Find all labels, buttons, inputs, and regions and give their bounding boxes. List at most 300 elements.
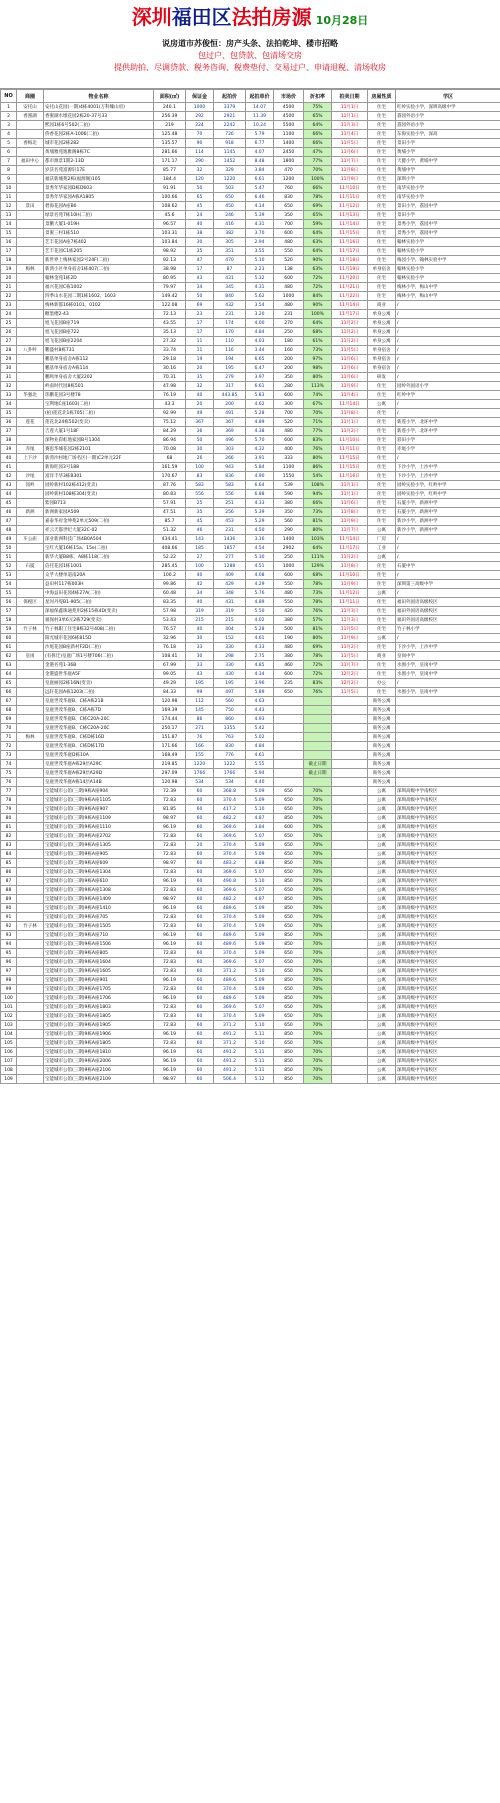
table-cell: 旭飞花园B座722 — [44, 328, 154, 337]
table-row — [1, 184, 500, 193]
table-cell: 860 — [214, 715, 246, 724]
table-row — [1, 670, 500, 679]
table-row — [1, 166, 500, 175]
table-cell: 30 — [186, 652, 214, 661]
table-cell: / — [396, 337, 500, 346]
table-cell: 4.38 — [246, 427, 274, 436]
table-cell: 公寓 — [368, 787, 396, 796]
table-cell: 111% — [304, 553, 332, 562]
table-row — [1, 274, 500, 283]
table-cell — [274, 742, 304, 751]
table-cell: 84 — [1, 850, 17, 859]
table-cell: 11月3日 — [332, 121, 368, 130]
table-cell: 公寓 — [368, 967, 396, 976]
table-cell: 旭飞花园B座719 — [44, 319, 154, 328]
table-cell: 5.79 — [246, 130, 274, 139]
table-cell — [17, 310, 44, 319]
table-cell: 深圳高级中学南校区 — [396, 967, 500, 976]
table-cell: 96.19 — [154, 940, 186, 949]
table-row — [1, 1021, 500, 1030]
table-cell: 72.83 — [154, 922, 186, 931]
table-cell: 4.03 — [246, 337, 274, 346]
table-cell — [17, 247, 44, 256]
table-cell: 96.19 — [154, 976, 186, 985]
table-cell: 88 — [1, 886, 17, 895]
table-cell: 4.88 — [246, 859, 274, 868]
table-cell: 108% — [304, 481, 332, 490]
table-cell: 11月9日 — [332, 517, 368, 526]
table-cell: 60 — [186, 976, 214, 985]
table-cell: 住宅 — [368, 193, 396, 202]
table-row — [1, 382, 500, 391]
table-cell: 836 — [214, 472, 246, 481]
table-cell: 住宅 — [368, 418, 396, 427]
table-cell: 480 — [274, 301, 304, 310]
table-cell — [332, 967, 368, 976]
table-cell: 850 — [274, 859, 304, 868]
table-cell: 深圳高级中学南校区 — [396, 787, 500, 796]
table-cell: 171.66 — [154, 742, 186, 751]
table-cell — [17, 670, 44, 679]
table-cell: 63 — [1, 661, 17, 670]
table-cell: 11月15日 — [332, 454, 368, 463]
table-cell: 60 — [186, 904, 214, 913]
table-cell: 7 — [1, 157, 17, 166]
table-cell: 3.20 — [246, 310, 274, 319]
table-row — [1, 787, 500, 796]
table-cell: 11月10日 — [332, 184, 368, 193]
table-row — [1, 985, 500, 994]
table-cell: 5.29 — [246, 517, 274, 526]
table-cell: 943 — [214, 463, 246, 472]
table-cell: 450 — [214, 202, 246, 211]
table-cell: 公寓 — [368, 850, 396, 859]
table-cell: 4.14 — [246, 202, 274, 211]
table-cell: 70% — [304, 814, 332, 823]
table-cell: 都市源景1期2-13D — [44, 157, 154, 166]
table-cell: 4.61 — [246, 751, 274, 760]
table-cell — [17, 1039, 44, 1048]
table-cell: 80 — [1, 814, 17, 823]
table-cell: 2902 — [274, 544, 304, 553]
table-cell: 4.84 — [246, 328, 274, 337]
table-cell: 11月9日 — [332, 634, 368, 643]
table-cell: 78% — [304, 598, 332, 607]
table-cell: 4.33 — [246, 499, 274, 508]
table-cell: 550 — [274, 598, 304, 607]
table-cell: 72.39 — [154, 787, 186, 796]
table-cell: 68% — [304, 328, 332, 337]
table-cell: 宝能城市公馆(三期)9栋A座1906 — [44, 1030, 154, 1039]
table-cell: 160 — [274, 346, 304, 355]
table-cell: 45 — [186, 202, 214, 211]
table-cell: 11月4日 — [332, 391, 368, 400]
table-cell: 49 — [1, 535, 17, 544]
table-cell: 371.2 — [214, 1021, 246, 1030]
table-cell: 71 — [1, 733, 17, 742]
table-cell: 住宅 — [368, 463, 396, 472]
table-cell: 480 — [274, 427, 304, 436]
table-cell: 74% — [304, 391, 332, 400]
table-row — [1, 301, 500, 310]
table-cell: 650 — [274, 1021, 304, 1030]
table-cell — [17, 1012, 44, 1021]
table-cell: 66% — [304, 184, 332, 193]
table-cell: 1000 — [274, 292, 304, 301]
column-header: 起拍价 — [214, 90, 246, 103]
table-cell — [332, 1039, 368, 1048]
table-cell: / — [396, 373, 500, 382]
table-cell: 5.09 — [246, 922, 274, 931]
table-cell: 5.70 — [246, 436, 274, 445]
table-cell: 11月5日 — [332, 688, 368, 697]
table-cell: 54% — [304, 472, 332, 481]
table-cell: 30 — [186, 634, 214, 643]
table-cell: 68 — [1, 706, 17, 715]
table-cell: 110 — [214, 337, 246, 346]
table-row — [1, 616, 500, 625]
table-row — [1, 904, 500, 913]
table-cell: 290 — [274, 526, 304, 535]
table-cell — [17, 940, 44, 949]
table-cell: 11月11日 — [332, 598, 368, 607]
column-header: 起拍单价 — [246, 90, 274, 103]
table-row — [1, 607, 500, 616]
table-cell: 50 — [1, 544, 17, 553]
table-cell: 5.09 — [246, 985, 274, 994]
table-cell: 11月5日 — [332, 652, 368, 661]
table-cell: 11月16日 — [332, 238, 368, 247]
table-cell: 石厦 — [17, 562, 44, 571]
table-cell — [17, 589, 44, 598]
table-cell: 住宅 — [368, 292, 396, 301]
table-cell: 125.48 — [154, 130, 186, 139]
table-cell: 益田村117栋003H — [44, 580, 154, 589]
table-cell: 77% — [304, 427, 332, 436]
table-cell: 84.29 — [154, 427, 186, 436]
table-row — [1, 517, 500, 526]
table-cell: 住宅 — [368, 112, 396, 121]
table-cell: 4.87 — [246, 895, 274, 904]
table-row — [1, 220, 500, 229]
table-cell: 20 — [186, 400, 214, 409]
table-cell: 11月2日 — [332, 643, 368, 652]
table-cell: 12 — [1, 202, 17, 211]
table-row — [1, 742, 500, 751]
table-cell — [17, 706, 44, 715]
table-cell: 福沃新城苑2栋(福源阁)105 — [44, 175, 154, 184]
table-cell — [17, 490, 44, 499]
table-cell: 64% — [304, 319, 332, 328]
table-cell — [332, 859, 368, 868]
table-cell: 43 — [186, 670, 214, 679]
table-row — [1, 1003, 500, 1012]
table-row — [1, 157, 500, 166]
table-cell: / — [396, 400, 500, 409]
table-cell — [332, 931, 368, 940]
table-cell: 330 — [214, 643, 246, 652]
table-cell: 11月7日 — [332, 526, 368, 535]
column-header: 商圈 — [17, 90, 44, 103]
table-cell: 489.6 — [214, 976, 246, 985]
table-cell: / — [396, 589, 500, 598]
table-row — [1, 814, 500, 823]
table-cell: 3.54 — [246, 301, 274, 310]
table-cell: 上下沙 — [17, 454, 44, 463]
table-cell: 11月11日 — [332, 445, 368, 454]
table-cell: 650 — [274, 1003, 304, 1012]
table-cell: 3.84 — [246, 823, 274, 832]
table-cell: 102 — [1, 1012, 17, 1021]
table-cell — [332, 868, 368, 877]
table-row — [1, 175, 500, 184]
table-cell: 78% — [304, 580, 332, 589]
table-cell: 369.6 — [214, 958, 246, 967]
table-cell: 380 — [274, 499, 304, 508]
table-cell: 90 — [186, 139, 214, 148]
table-cell: 70% — [304, 922, 332, 931]
table-cell: 11月5日 — [332, 139, 368, 148]
table-cell: 15 — [1, 229, 17, 238]
table-cell: 公寓 — [368, 940, 396, 949]
table-cell: 11月21日 — [332, 283, 368, 292]
table-cell: 81% — [304, 517, 332, 526]
table-cell: 33 — [186, 661, 214, 670]
table-cell — [304, 778, 332, 787]
table-cell: 63% — [304, 238, 332, 247]
table-cell: 108 — [1, 1066, 17, 1075]
table-cell: 住宅 — [368, 571, 396, 580]
table-cell: 152 — [214, 634, 246, 643]
table-cell: 11.39 — [246, 112, 274, 121]
table-cell: 园岭实验小学，红岭中学 — [396, 490, 500, 499]
table-cell — [396, 733, 500, 742]
table-cell: 27 — [1, 337, 17, 346]
table-cell: 公寓 — [368, 796, 396, 805]
table-cell: 47.51 — [154, 508, 186, 517]
table-cell: 70% — [304, 787, 332, 796]
table-cell: 60 — [186, 814, 214, 823]
table-cell: 11月20日 — [332, 274, 368, 283]
table-cell: 90% — [304, 256, 332, 265]
table-cell: 11月2日 — [332, 337, 368, 346]
table-cell: 367 — [186, 418, 214, 427]
table-cell — [17, 688, 44, 697]
table-cell: 120.98 — [154, 697, 186, 706]
table-cell: 285.45 — [154, 562, 186, 571]
table-cell — [17, 130, 44, 139]
table-row — [1, 769, 500, 778]
table-cell: 35 — [186, 247, 214, 256]
table-cell: 皇庭世茂华庭B、C栋A栋7D — [44, 706, 154, 715]
table-cell: 72.83 — [154, 913, 186, 922]
table-cell: 550 — [274, 580, 304, 589]
table-cell: 11月14日 — [332, 535, 368, 544]
table-cell: 60 — [186, 1021, 214, 1030]
table-cell: 60 — [186, 913, 214, 922]
table-cell: 车公庙 — [17, 535, 44, 544]
table-cell: 70% — [304, 976, 332, 985]
table-cell: 491 — [214, 409, 246, 418]
table-cell — [332, 814, 368, 823]
table-cell — [17, 526, 44, 535]
table-cell: 11月17日 — [332, 310, 368, 319]
table-row — [1, 508, 500, 517]
table-cell: 公寓 — [368, 976, 396, 985]
table-cell: 453 — [214, 517, 246, 526]
table-cell: 景田 — [17, 202, 44, 211]
table-cell — [17, 841, 44, 850]
table-cell: 33.74 — [154, 346, 186, 355]
table-row — [1, 211, 500, 220]
table-row — [1, 778, 500, 787]
table-row — [1, 976, 500, 985]
table-cell: 新莲小学，北环中学 — [396, 427, 500, 436]
table-cell: 231 — [274, 310, 304, 319]
table-cell: 3.97 — [246, 373, 274, 382]
table-cell: 281.66 — [154, 148, 186, 157]
table-cell: 534 — [186, 778, 214, 787]
table-cell — [17, 994, 44, 1003]
table-cell: 4.87 — [246, 814, 274, 823]
table-cell: 3 — [1, 121, 17, 130]
table-cell — [332, 751, 368, 760]
table-cell: 850 — [274, 976, 304, 985]
table-cell — [17, 769, 44, 778]
table-cell: 231 — [214, 310, 246, 319]
table-cell — [17, 301, 44, 310]
table-cell: 96.19 — [154, 904, 186, 913]
table-cell: 650 — [274, 841, 304, 850]
table-cell: 宝能城市公馆(三期)9栋A座1905 — [44, 1021, 154, 1030]
table-cell: 480 — [274, 589, 304, 598]
table-cell: 公寓 — [368, 886, 396, 895]
table-cell: 4.63 — [246, 697, 274, 706]
table-cell: 住宅 — [368, 121, 396, 130]
table-row — [1, 121, 500, 130]
table-cell: 483.2 — [214, 859, 246, 868]
table-cell: 5.11 — [246, 1030, 274, 1039]
table-cell: 66% — [304, 139, 332, 148]
table-cell: 4.07 — [246, 148, 274, 157]
table-cell: 1145 — [214, 148, 246, 157]
table-cell: 408.66 — [154, 544, 186, 553]
table-cell: 宝能城市公馆(三期)9栋A座1109 — [44, 814, 154, 823]
table-cell: 57 — [1, 607, 17, 616]
title-part-a: 深圳 — [131, 5, 172, 29]
table-cell — [17, 832, 44, 841]
table-cell: 63% — [304, 265, 332, 274]
table-cell: 60 — [186, 922, 214, 931]
table-cell — [17, 859, 44, 868]
table-cell: 8.48 — [246, 157, 274, 166]
table-cell: 11月14日 — [332, 400, 368, 409]
table-cell: 534 — [214, 778, 246, 787]
table-cell: 200 — [274, 364, 304, 373]
table-cell: 深圳高级中学南校区 — [396, 850, 500, 859]
table-cell: 174 — [214, 319, 246, 328]
table-cell: 482.2 — [214, 814, 246, 823]
table-cell — [17, 319, 44, 328]
table-cell — [274, 715, 304, 724]
table-cell: 256 — [214, 508, 246, 517]
table-cell: 560 — [214, 697, 246, 706]
table-cell: 92 — [1, 922, 17, 931]
table-cell — [17, 796, 44, 805]
table-cell: 沙尾花园B座新村F2D(二拍) — [44, 643, 154, 652]
table-cell: 18 — [1, 256, 17, 265]
table-cell: 宝能城市公馆(三期)9栋A座1805 — [44, 1012, 154, 1021]
table-row — [1, 940, 500, 949]
table-cell: 1550 — [274, 472, 304, 481]
table-cell: 45.6 — [154, 211, 186, 220]
table-cell: 公寓 — [368, 823, 396, 832]
table-cell: 11月8日 — [332, 166, 368, 175]
table-cell: 新华大厦B8栋、A8栋118(二拍) — [44, 553, 154, 562]
table-cell: 11月19日 — [332, 265, 368, 274]
table-row — [1, 868, 500, 877]
table-cell — [274, 733, 304, 742]
table-cell — [17, 1021, 44, 1030]
table-cell: 福田外国语高级校区 — [396, 607, 500, 616]
table-cell: 100 — [186, 562, 214, 571]
table-cell: 2.75 — [246, 652, 274, 661]
table-cell: 371.2 — [214, 967, 246, 976]
table-cell: 商业 — [368, 652, 396, 661]
table-cell: 园岭外国语小学 — [396, 382, 500, 391]
table-cell: 60 — [186, 1075, 214, 1084]
table-cell: 截止日期 — [304, 760, 332, 769]
header — [0, 0, 500, 89]
table-cell: 23 — [186, 310, 214, 319]
table-cell: 100 — [186, 463, 214, 472]
table-cell: 61% — [304, 337, 332, 346]
table-cell: 52 — [1, 562, 17, 571]
table-cell: 住宅 — [368, 580, 396, 589]
table-cell: 水围小学，皇岗中学 — [396, 670, 500, 679]
table-cell: 宝能城市公馆(三期)9栋A座1706 — [44, 994, 154, 1003]
table-cell: 60 — [186, 967, 214, 976]
table-cell: 5.07 — [246, 958, 274, 967]
table-cell: 166 — [186, 742, 214, 751]
table-cell: 80.83 — [154, 490, 186, 499]
table-cell: 404 — [214, 625, 246, 634]
table-cell — [332, 976, 368, 985]
table-cell: 120.98 — [154, 778, 186, 787]
table-cell: 11月6日 — [332, 373, 368, 382]
table-cell — [17, 193, 44, 202]
table-cell: 650 — [274, 922, 304, 931]
table-cell: 650 — [274, 949, 304, 958]
table-cell: 3379 — [214, 103, 246, 112]
table-cell — [274, 751, 304, 760]
table-cell: 480 — [274, 643, 304, 652]
table-cell: 317 — [214, 382, 246, 391]
table-cell: 490.8 — [214, 877, 246, 886]
table-cell — [304, 706, 332, 715]
table-cell — [304, 715, 332, 724]
table-row — [1, 580, 500, 589]
table-cell: 公寓 — [368, 877, 396, 886]
table-cell: 650 — [274, 958, 304, 967]
table-cell: 19 — [186, 355, 214, 364]
table-cell: 539 — [274, 481, 304, 490]
table-cell: 60 — [1, 634, 17, 643]
table-cell: 80.95 — [154, 274, 186, 283]
table-cell: 82 — [1, 832, 17, 841]
table-cell: 70% — [304, 868, 332, 877]
table-cell — [17, 274, 44, 283]
